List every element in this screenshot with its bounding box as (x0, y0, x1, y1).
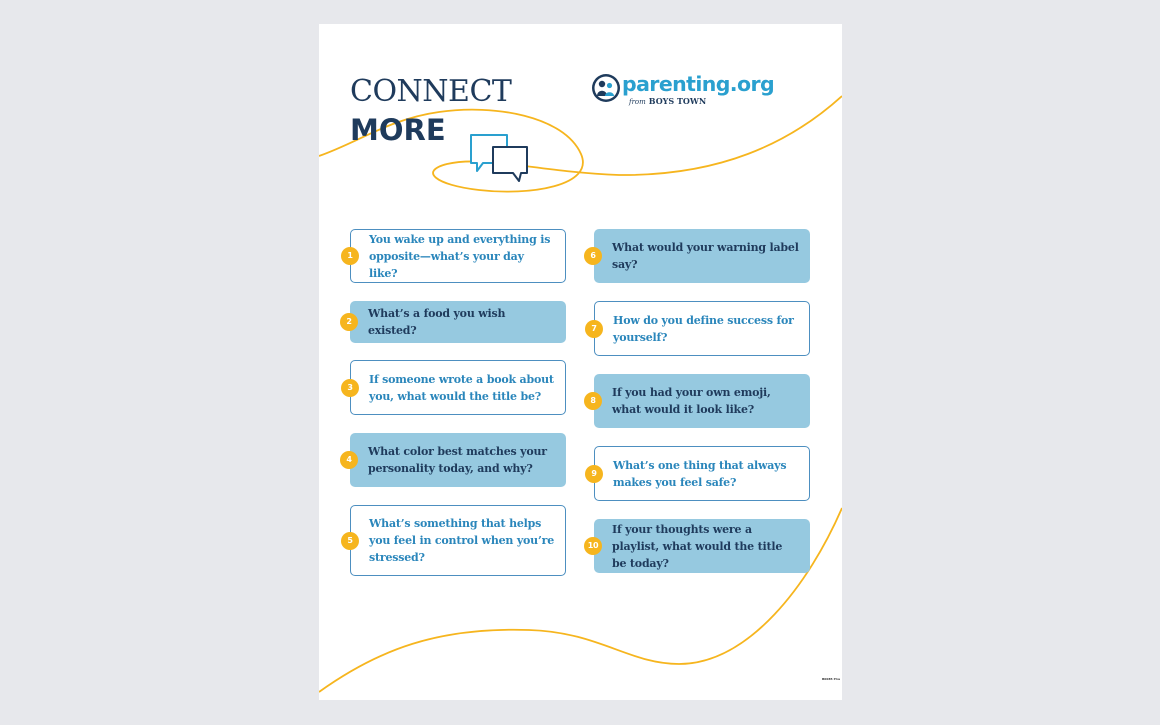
logo-from-text: from (629, 98, 646, 106)
question-text: You wake up and everything is opposite—what’s your day like? (369, 232, 551, 280)
question-card-4 (346, 433, 566, 487)
question-number-badge: 5 (341, 532, 359, 550)
logo-org-text: BOYS TOWN (648, 96, 707, 106)
family-circle-icon (591, 73, 621, 103)
question-card-5 (347, 505, 566, 576)
question-number-badge: 4 (340, 451, 358, 469)
chat-bubbles-icon (469, 133, 531, 185)
question-number-badge: 10 (584, 537, 602, 555)
question-number-badge: 8 (584, 392, 602, 410)
question-text: If someone wrote a book about you, what would the title be? (369, 372, 554, 403)
title-connect: CONNECT (350, 74, 512, 109)
document-code: B0085 P1a (822, 677, 840, 681)
question-card-9 (591, 446, 810, 501)
question-number-badge: 6 (584, 247, 602, 265)
question-number-badge: 9 (585, 465, 603, 483)
question-text: If your thoughts were a playlist, what would the title be today? (612, 522, 783, 570)
question-text: What’s something that helps you feel in control when you’re stressed? (369, 517, 554, 564)
question-card-6 (590, 229, 810, 283)
question-number-badge: 2 (340, 313, 358, 331)
question-card-8 (590, 374, 810, 428)
title-more: MORE (350, 113, 446, 147)
question-text: What color best matches your personality today, and why? (368, 445, 547, 475)
question-text: What’s a food you wish existed? (368, 307, 506, 337)
handout-page (319, 24, 842, 700)
question-card-10 (587, 519, 810, 573)
question-text: If you had your own emoji, what would it look like? (612, 386, 771, 416)
logo-wordmark: parenting.org (622, 72, 775, 96)
question-card-7 (591, 301, 810, 356)
question-card-3 (347, 360, 566, 415)
question-number-badge: 1 (341, 247, 359, 265)
logo-subtitle (629, 94, 706, 107)
question-card-1 (347, 229, 566, 283)
question-number-badge: 3 (341, 379, 359, 397)
question-text: What’s one thing that always makes you feel safe? (613, 458, 787, 489)
question-text: How do you define success for yourself? (613, 313, 794, 344)
parenting-org-logo[interactable] (591, 72, 775, 106)
question-text: What would your warning label say? (612, 241, 799, 271)
question-card-2 (346, 301, 566, 343)
question-number-badge: 7 (585, 320, 603, 338)
